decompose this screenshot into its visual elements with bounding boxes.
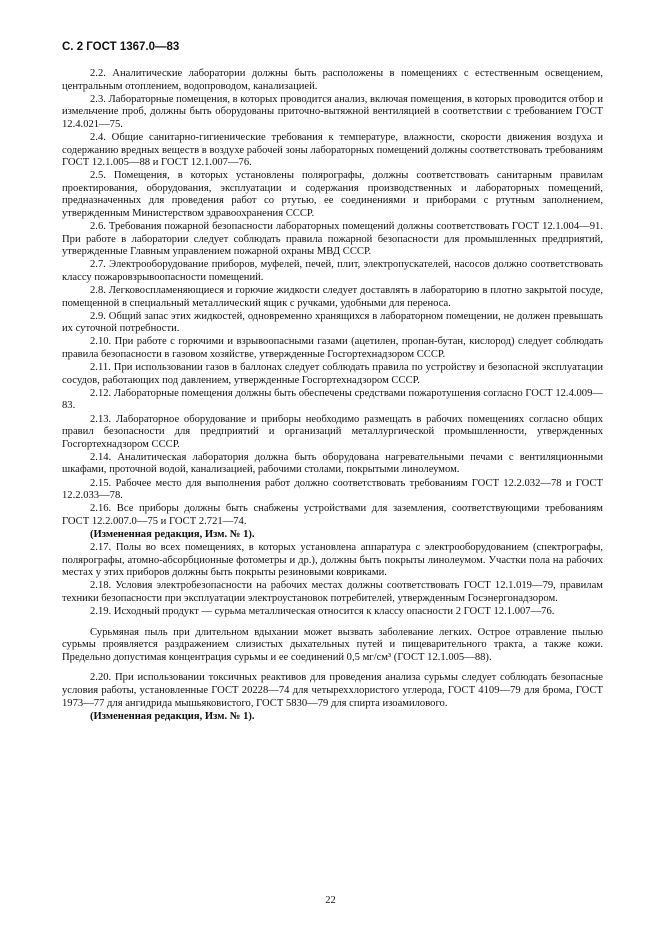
paragraph-2-17: 2.17. Полы во всех помещениях, в которых установлена аппаратура с электрооборудованием (спектрографы, полярографы, атомно-абсорбционные фотометры и др.), должны быть покрыты линолеумом. Участки пола на рабочих местах у этих приборов должны быть покрыты резиновыми ковриками. xyxy=(62,541,603,579)
paragraph-antimony-dust: Сурьмяная пыль при длительном вдыхании может вызвать заболевание легких. Острое отравление пылью сурьмы проявляется раздражением слизистых дыхательных путей и пищеварительного тракта, а также кожи. Предельно допустимая концентрация сурьмы и ее соединений 0,5 мг/см³ (ГОСТ 12.1.005—88). xyxy=(62,626,603,663)
paragraph-2-15: 2.15. Рабочее место для выполнения работ должно соответствовать требованиям ГОСТ 12.2.032—78 и ГОСТ 12.2.033—78. xyxy=(62,477,603,502)
paragraph-2-7: 2.7. Электрооборудование приборов, муфелей, печей, плит, электропускателей, насосов должно соответствовать классу пожаровзрывоопасности помещений. xyxy=(62,259,603,283)
paragraph-2-11: 2.11. При использовании газов в баллонах следует соблюдать правила по устройству и безопасной эксплуатации сосудов, работающих под давлением, утвержденные Госгортехнадзором СССР. xyxy=(62,362,603,386)
paragraph-2-10: 2.10. При работе с горючими и взрывоопасными газами (ацетилен, пропан-бутан, кислород) следует соблюдать правила безопасности в газовом хозяйстве, утвержденные Госгортехнадзором СССР. xyxy=(62,336,603,361)
paragraph-2-6: 2.6. Требования пожарной безопасности лабораторных помещений должны соответствовать ГОСТ 12.1.004—91. При работе в лаборатории следует соблюдать правила пожарной безопасности для промышленных предприятий, утвержденные Главным управлением пожарной охраны МВД СССР. xyxy=(62,221,603,258)
paragraph-2-12: 2.12. Лабораторные помещения должны быть обеспечены средствами пожаротушения согласно ГОСТ 12.4.009—83. xyxy=(62,387,603,412)
paragraph-2-9: 2.9. Общий запас этих жидкостей, одновременно хранящихся в лабораторном помещении, не должен превышать их суточной потребности. xyxy=(62,310,603,335)
document-page xyxy=(62,40,603,724)
paragraph-2-16: 2.16. Все приборы должны быть снабжены устройствами для заземления, соответствующими требованиям ГОСТ 12.2.007.0—75 и ГОСТ 2.721—74. xyxy=(62,503,603,527)
paragraph-2-14: 2.14. Аналитическая лаборатория должна быть оборудована нагревательными печами с вентиляционными шкафами, проточной водой, канализацией, рабочими столами, покрытыми линолеумом. xyxy=(62,451,603,476)
paragraph-2-18: 2.18. Условия электробезопасности на рабочих местах должны соответствовать ГОСТ 12.1.019—79, правилам техники безопасности при эксплуатации электроустановок потребителей, утвержденным Госэнергонадзором. xyxy=(62,580,603,604)
page-number: 22 xyxy=(325,895,336,906)
paragraph-2-13: 2.13. Лабораторное оборудование и приборы необходимо размещать в рабочих помещениях согласно общих правил безопасности для предприятий и организаций металлургической промышленности, утвержденных Госгортехнадзором СССР. xyxy=(62,413,603,450)
paragraph-2-8: 2.8. Легковоспламеняющиеся и горючие жидкости следует доставлять в лабораторию в плотно закрытой посуде, помещенной в специальный металлический ящик с ручками, удобными для переноса. xyxy=(62,285,603,309)
paragraph-2-20: 2.20. При использовании токсичных реактивов для проведения анализа сурьмы следует соблюдать безопасные условия работы, установленные ГОСТ 20228—74 для четыреххлористого углерода, ГОСТ 4109—79 для брома, ГОСТ 1973—77 для ангидрида мышьяковистого, ГОСТ 5830—79 для спирта изоамилового. xyxy=(62,672,603,709)
paragraph-2-4: 2.4. Общие санитарно-гигиенические требования к температуре, влажности, скорости движения воздуха и содержанию вредных веществ в воздухе рабочей зоны лабораторных помещений должны соответствовать требованиям ГОСТ 12.1.005—88 и ГОСТ 12.1.007—76. xyxy=(62,131,603,169)
paragraph-2-3: 2.3. Лабораторные помещения, в которых проводится анализ, включая помещения, в которых проводится отбор и измельчение проб, должны быть оборудованы приточно-вытяжной вентиляцией в соответствии с требованием ГОСТ 12.4.021—75. xyxy=(62,93,603,130)
amendment-note-2: (Измененная редакция, Изм. № 1). xyxy=(90,710,255,722)
amendment-note-1: (Измененная редакция, Изм. № 1). xyxy=(90,528,255,540)
document-body xyxy=(62,68,603,723)
paragraph-2-19: 2.19. Исходный продукт — сурьма металлическая относится к классу опасности 2 ГОСТ 12.1.007—76. xyxy=(90,605,555,617)
paragraph-2-2: 2.2. Аналитические лаборатории должны быть расположены в помещениях с естественным освещением, центральным отоплением, водопроводом, канализацией. xyxy=(62,68,603,92)
page-header: С. 2 ГОСТ 1367.0—83 xyxy=(62,41,180,53)
paragraph-2-5: 2.5. Помещения, в которых установлены полярографы, должны соответствовать санитарным правилам проектирования, оборудования, эксплуатации и содержания производственных и лабораторных помещений, предназначенных для проведения работ со ртутью, ее соединениями и приборами с ртутным заполнением, утвержденным Министерством здравоохранения СССР. xyxy=(62,170,603,220)
